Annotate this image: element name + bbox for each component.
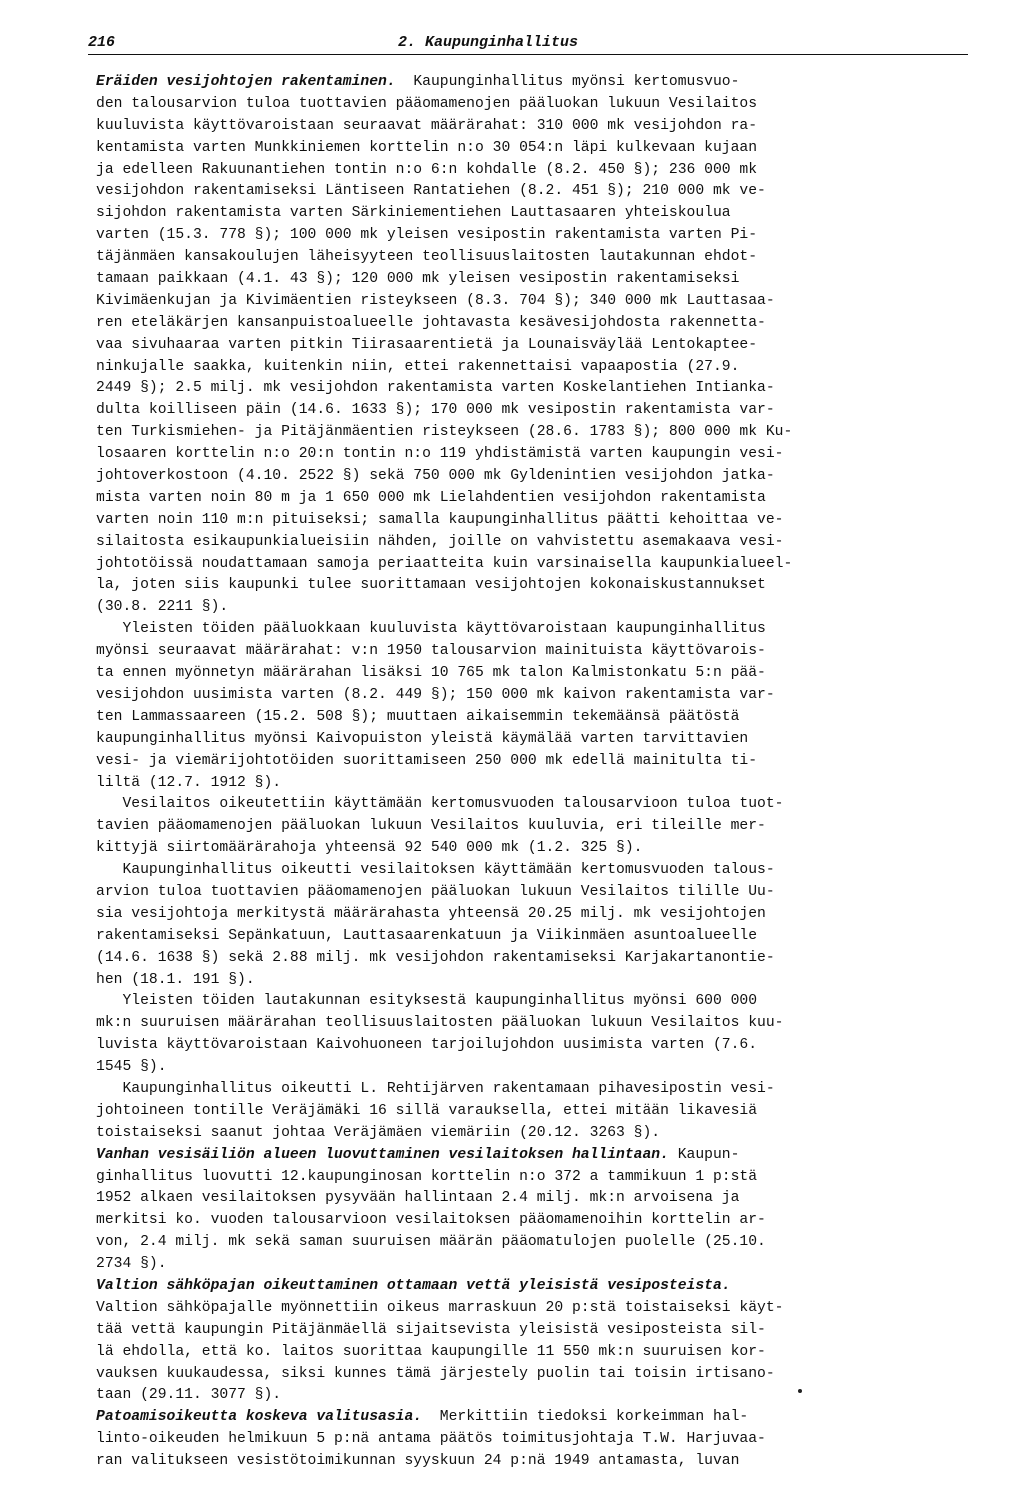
text-line: [96, 510, 956, 532]
text-line: [96, 838, 956, 860]
text-line: [96, 378, 956, 400]
text-line: [96, 1057, 956, 1079]
text-line: [96, 94, 956, 116]
text-line: [96, 313, 956, 335]
text-line: [96, 685, 956, 707]
text-line: [96, 532, 956, 554]
text-run: ren eteläkärjen kansanpuistoalueelle johtavasta kesävesijohdosta rakennetta-: [96, 314, 766, 331]
text-run: vauksen kuukaudessa, siksi kunnes tämä järjestely puolin tai toisin irtisano-: [96, 1365, 775, 1382]
text-run: vaa sivuhaaraa varten pitkin Tiirasaarentietä ja Lounaisväylää Lentokaptee-: [96, 336, 758, 353]
text-line: [96, 948, 956, 970]
text-run: vesijohdon uusimista varten (8.2. 449 §); 150 000 mk kaivon rakentamista var-: [96, 686, 775, 703]
text-run: toistaiseksi saanut johtaa Veräjämäen viemäriin (20.12. 3263 §).: [96, 1124, 661, 1141]
text-run: la, joten siis kaupunki tulee suorittamaan vesijohtojen kokonaiskustannukset: [96, 577, 766, 594]
text-run: Yleisten töiden lautakunnan esityksestä kaupunginhallitus myönsi 600 000: [96, 993, 758, 1010]
text-line: [96, 1101, 956, 1123]
text-run: silaitosta esikaupunkialueisiin nähden, joille on vahvistettu asemakaava vesi-: [96, 533, 784, 550]
text-line: [96, 1385, 956, 1407]
italic-heading: Vanhan vesisäiliön alueen luovuttaminen vesilaitoksen hallintaan.: [96, 1146, 669, 1163]
text-run: tamaan paikkaan (4.1. 43 §); 120 000 mk yleisen vesipostin rakentamiseksi: [96, 271, 740, 288]
text-run: Kaupunginhallitus oikeutti vesilaitoksen käyttämään kertomusvuoden talous-: [96, 862, 775, 879]
text-line: [96, 970, 956, 992]
text-line: [96, 1254, 956, 1276]
text-run: täjänmäen kansakoulujen läheisyyteen teollisuuslaitosten lautakunnan ehdot-: [96, 249, 758, 266]
text-line: [96, 554, 956, 576]
text-line: [96, 926, 956, 948]
italic-heading: Eräiden vesijohtojen rakentaminen.: [96, 74, 396, 90]
text-line: [96, 707, 956, 729]
text-line: [96, 72, 956, 94]
text-run: Valtion sähköpajalle myönnettiin oikeus marraskuun 20 p:stä toistaiseksi käyt-: [96, 1299, 784, 1316]
text-line: [96, 466, 956, 488]
text-line: [96, 1232, 956, 1254]
text-line: [96, 335, 956, 357]
text-line: [96, 181, 956, 203]
text-line: [96, 751, 956, 773]
text-run: vesijohdon rakentamiseksi Läntiseen Rantatiehen (8.2. 451 §); 210 000 mk ve-: [96, 183, 766, 200]
text-line: [96, 1276, 956, 1298]
text-run: losaaren korttelin n:o 20:n tontin n:o 119 yhdistämistä varten kaupungin vesi-: [96, 446, 784, 463]
text-run: merkitsi ko. vuoden talousarvioon vesilaitoksen pääomamenoihin korttelin ar-: [96, 1212, 766, 1229]
italic-heading: Valtion sähköpajan oikeuttaminen ottamaan vettä yleisistä vesiposteista.: [96, 1277, 731, 1294]
text-run: johtotöissä noudattamaan samoja periaatteita kuin varsinaisella kaupunkialueel-: [96, 555, 793, 572]
text-run: luvista käyttövaroistaan Kaivohuoneen tarjoilujohdon uusimista varten (7.6.: [96, 1037, 758, 1054]
text-line: [96, 575, 956, 597]
text-line: [96, 794, 956, 816]
text-line: [96, 203, 956, 225]
text-line: [96, 1145, 956, 1167]
text-run: varten noin 110 m:n pituiseksi; samalla kaupunginhallitus päätti kehoittaa ve-: [96, 511, 784, 528]
text-line: [96, 1123, 956, 1145]
text-line: [96, 400, 956, 422]
text-run: tää vettä kaupungin Pitäjänmäellä sijaitsevista yleisistä vesiposteista sil-: [96, 1321, 766, 1338]
text-run: dulta koilliseen päin (14.6. 1633 §); 170 000 mk vesipostin rakentamista var-: [96, 402, 775, 419]
text-run: hen (18.1. 191 §).: [96, 971, 255, 988]
text-line: [96, 291, 956, 313]
section-title: 2. Kaupunginhallitus: [398, 34, 579, 51]
text-run: Yleisten töiden pääluokkaan kuuluvista käyttövaroistaan kaupunginhallitus: [96, 621, 766, 638]
text-run: 1952 alkaen vesilaitoksen pysyvään hallintaan 2.4 milj. mk:n arvoisena ja: [96, 1190, 740, 1207]
text-run: kuuluvista käyttövaroistaan seuraavat määrärahat: 310 000 mk vesijohdon ra-: [96, 117, 758, 134]
text-run: Kaupunginhallitus oikeutti L. Rehtijärven rakentamaan pihavesipostin vesi-: [96, 1080, 775, 1097]
text-run: mista varten noin 80 m ja 1 650 000 mk Lielahdentien vesijohdon rakentamista: [96, 489, 766, 506]
text-line: [96, 882, 956, 904]
text-line: [96, 1079, 956, 1101]
text-line: [96, 1407, 956, 1429]
text-run: kentamista varten Munkkiniemen korttelin n:o 30 054:n läpi kulkevaan kujaan: [96, 139, 758, 156]
text-run: sia vesijohtoja merkitystä määrärahasta yhteensä 20.25 milj. mk vesijohtojen: [96, 905, 766, 922]
text-line: [96, 160, 956, 182]
text-line: [96, 641, 956, 663]
text-line: [96, 597, 956, 619]
text-run: 2449 §); 2.5 milj. mk vesijohdon rakentamista varten Koskelantiehen Intianka-: [96, 380, 775, 397]
text-run: vesi- ja viemärijohtotöiden suorittamiseen 250 000 mk edellä mainitulta ti-: [96, 752, 758, 769]
text-line: [96, 269, 956, 291]
text-line: [96, 1364, 956, 1386]
text-line: [96, 860, 956, 882]
text-line: [96, 1451, 956, 1473]
text-line: [96, 1188, 956, 1210]
text-run: sijohdon rakentamista varten Särkiniementiehen Lauttasaaren yhteiskoulua: [96, 205, 731, 222]
text-run: mk:n suuruisen määrärahan teollisuuslaitosten pääluokan lukuun Vesilaitos kuu-: [96, 1015, 784, 1032]
body-text: [96, 72, 956, 1473]
text-line: [96, 773, 956, 795]
text-run: von, 2.4 milj. mk sekä saman suuruisen määrän pääomatulojen puolelle (25.10.: [96, 1234, 766, 1251]
text-run: johtoverkostoon (4.10. 2522 §) sekä 750 000 mk Gyldenintien vesijohdon jatka-: [96, 468, 775, 485]
text-run: Kaupun-: [668, 1146, 740, 1163]
text-line: [96, 247, 956, 269]
text-run: (14.6. 1638 §) sekä 2.88 milj. mk vesijohdon rakentamiseksi Karjakartanontie-: [96, 949, 775, 966]
text-line: [96, 225, 956, 247]
text-run: (30.8. 2211 §).: [96, 599, 229, 616]
text-line: [96, 116, 956, 138]
text-run: den talousarvion tuloa tuottavien pääomamenojen pääluokan lukuun Vesilaitos: [96, 95, 758, 112]
text-run: Kaupunginhallitus myönsi kertomusvuo-: [395, 74, 740, 90]
text-run: ta ennen myönnetyn määrärahan lisäksi 10 765 mk talon Kalmistonkatu 5:n pää-: [96, 665, 766, 682]
text-run: liltä (12.7. 1912 §).: [96, 774, 282, 791]
text-run: kaupunginhallitus myönsi Kaivopuiston yleistä käymälää varten tarvittavien: [96, 730, 749, 747]
text-run: Merkittiin tiedoksi korkeimman hal-: [422, 1409, 749, 1426]
text-line: [96, 729, 956, 751]
text-line: [96, 488, 956, 510]
text-line: [96, 138, 956, 160]
text-line: [96, 444, 956, 466]
text-line: [96, 1342, 956, 1364]
text-run: taan (29.11. 3077 §).: [96, 1387, 282, 1404]
text-run: ja edelleen Rakuunantiehen tontin n:o 6:n kohdalle (8.2. 450 §); 236 000 mk: [96, 161, 758, 178]
text-run: varten (15.3. 778 §); 100 000 mk yleisen vesipostin rakentamista varten Pi-: [96, 227, 758, 244]
stray-dot: [798, 1389, 802, 1393]
text-run: Vesilaitos oikeutettiin käyttämään kertomusvuoden talousarvioon tuloa tuot-: [96, 796, 784, 813]
header-rule: [88, 54, 968, 55]
text-line: [96, 991, 956, 1013]
text-line: [96, 1210, 956, 1232]
text-run: rakentamiseksi Sepänkatuun, Lauttasaarenkatuun ja Viikinmäen asuntoalueelle: [96, 927, 758, 944]
text-run: arvion tuloa tuottavien pääomamenojen pääluokan lukuun Vesilaitos tilille Uu-: [96, 883, 775, 900]
text-run: Kivimäenkujan ja Kivimäentien risteykseen (8.3. 704 §); 340 000 mk Lauttasaa-: [96, 292, 775, 309]
text-run: ten Lammassaareen (15.2. 508 §); muuttaen aikaisemmin tekemäänsä päätöstä: [96, 708, 740, 725]
text-line: [96, 816, 956, 838]
text-line: [96, 1167, 956, 1189]
text-run: ten Turkismiehen- ja Pitäjänmäentien risteykseen (28.6. 1783 §); 800 000 mk Ku-: [96, 424, 793, 441]
text-line: [96, 1429, 956, 1451]
text-run: ginhallitus luovutti 12.kaupunginosan korttelin n:o 372 a tammikuun 1 p:stä: [96, 1168, 758, 1185]
text-run: tavien pääomamenojen pääluokan lukuun Vesilaitos kuuluvia, eri tileille mer-: [96, 818, 766, 835]
text-line: [96, 422, 956, 444]
text-line: [96, 663, 956, 685]
text-run: ninkujalle saakka, kuitenkin niin, ettei rakennettaisi vapaapostia (27.9.: [96, 358, 740, 375]
text-line: [96, 1013, 956, 1035]
text-line: [96, 1298, 956, 1320]
text-line: [96, 1035, 956, 1057]
italic-heading: Patoamisoikeutta koskeva valitusasia.: [96, 1409, 423, 1426]
text-run: ran valitukseen vesistötoimikunnan syyskuun 24 p:nä 1949 antamasta, luvan: [96, 1453, 740, 1470]
text-line: [96, 619, 956, 641]
page-number: 216: [88, 34, 116, 51]
text-run: johtoineen tontille Veräjämäki 16 sillä varauksella, ettei mitään likavesiä: [96, 1102, 758, 1119]
text-run: linto-oikeuden helmikuun 5 p:nä antama päätös toimitusjohtaja T.W. Harjuvaa-: [96, 1431, 766, 1448]
text-run: 2734 §).: [96, 1256, 167, 1273]
text-run: lä ehdolla, että ko. laitos suorittaa kaupungille 11 550 mk:n suuruisen kor-: [96, 1343, 766, 1360]
text-run: myönsi seuraavat määrärahat: v:n 1950 talousarvion mainituista käyttövarois-: [96, 643, 766, 660]
text-run: 1545 §).: [96, 1059, 167, 1076]
text-line: [96, 1320, 956, 1342]
text-line: [96, 357, 956, 379]
text-run: kittyjä siirtomäärärahoja yhteensä 92 540 000 mk (1.2. 325 §).: [96, 840, 643, 857]
text-line: [96, 904, 956, 926]
